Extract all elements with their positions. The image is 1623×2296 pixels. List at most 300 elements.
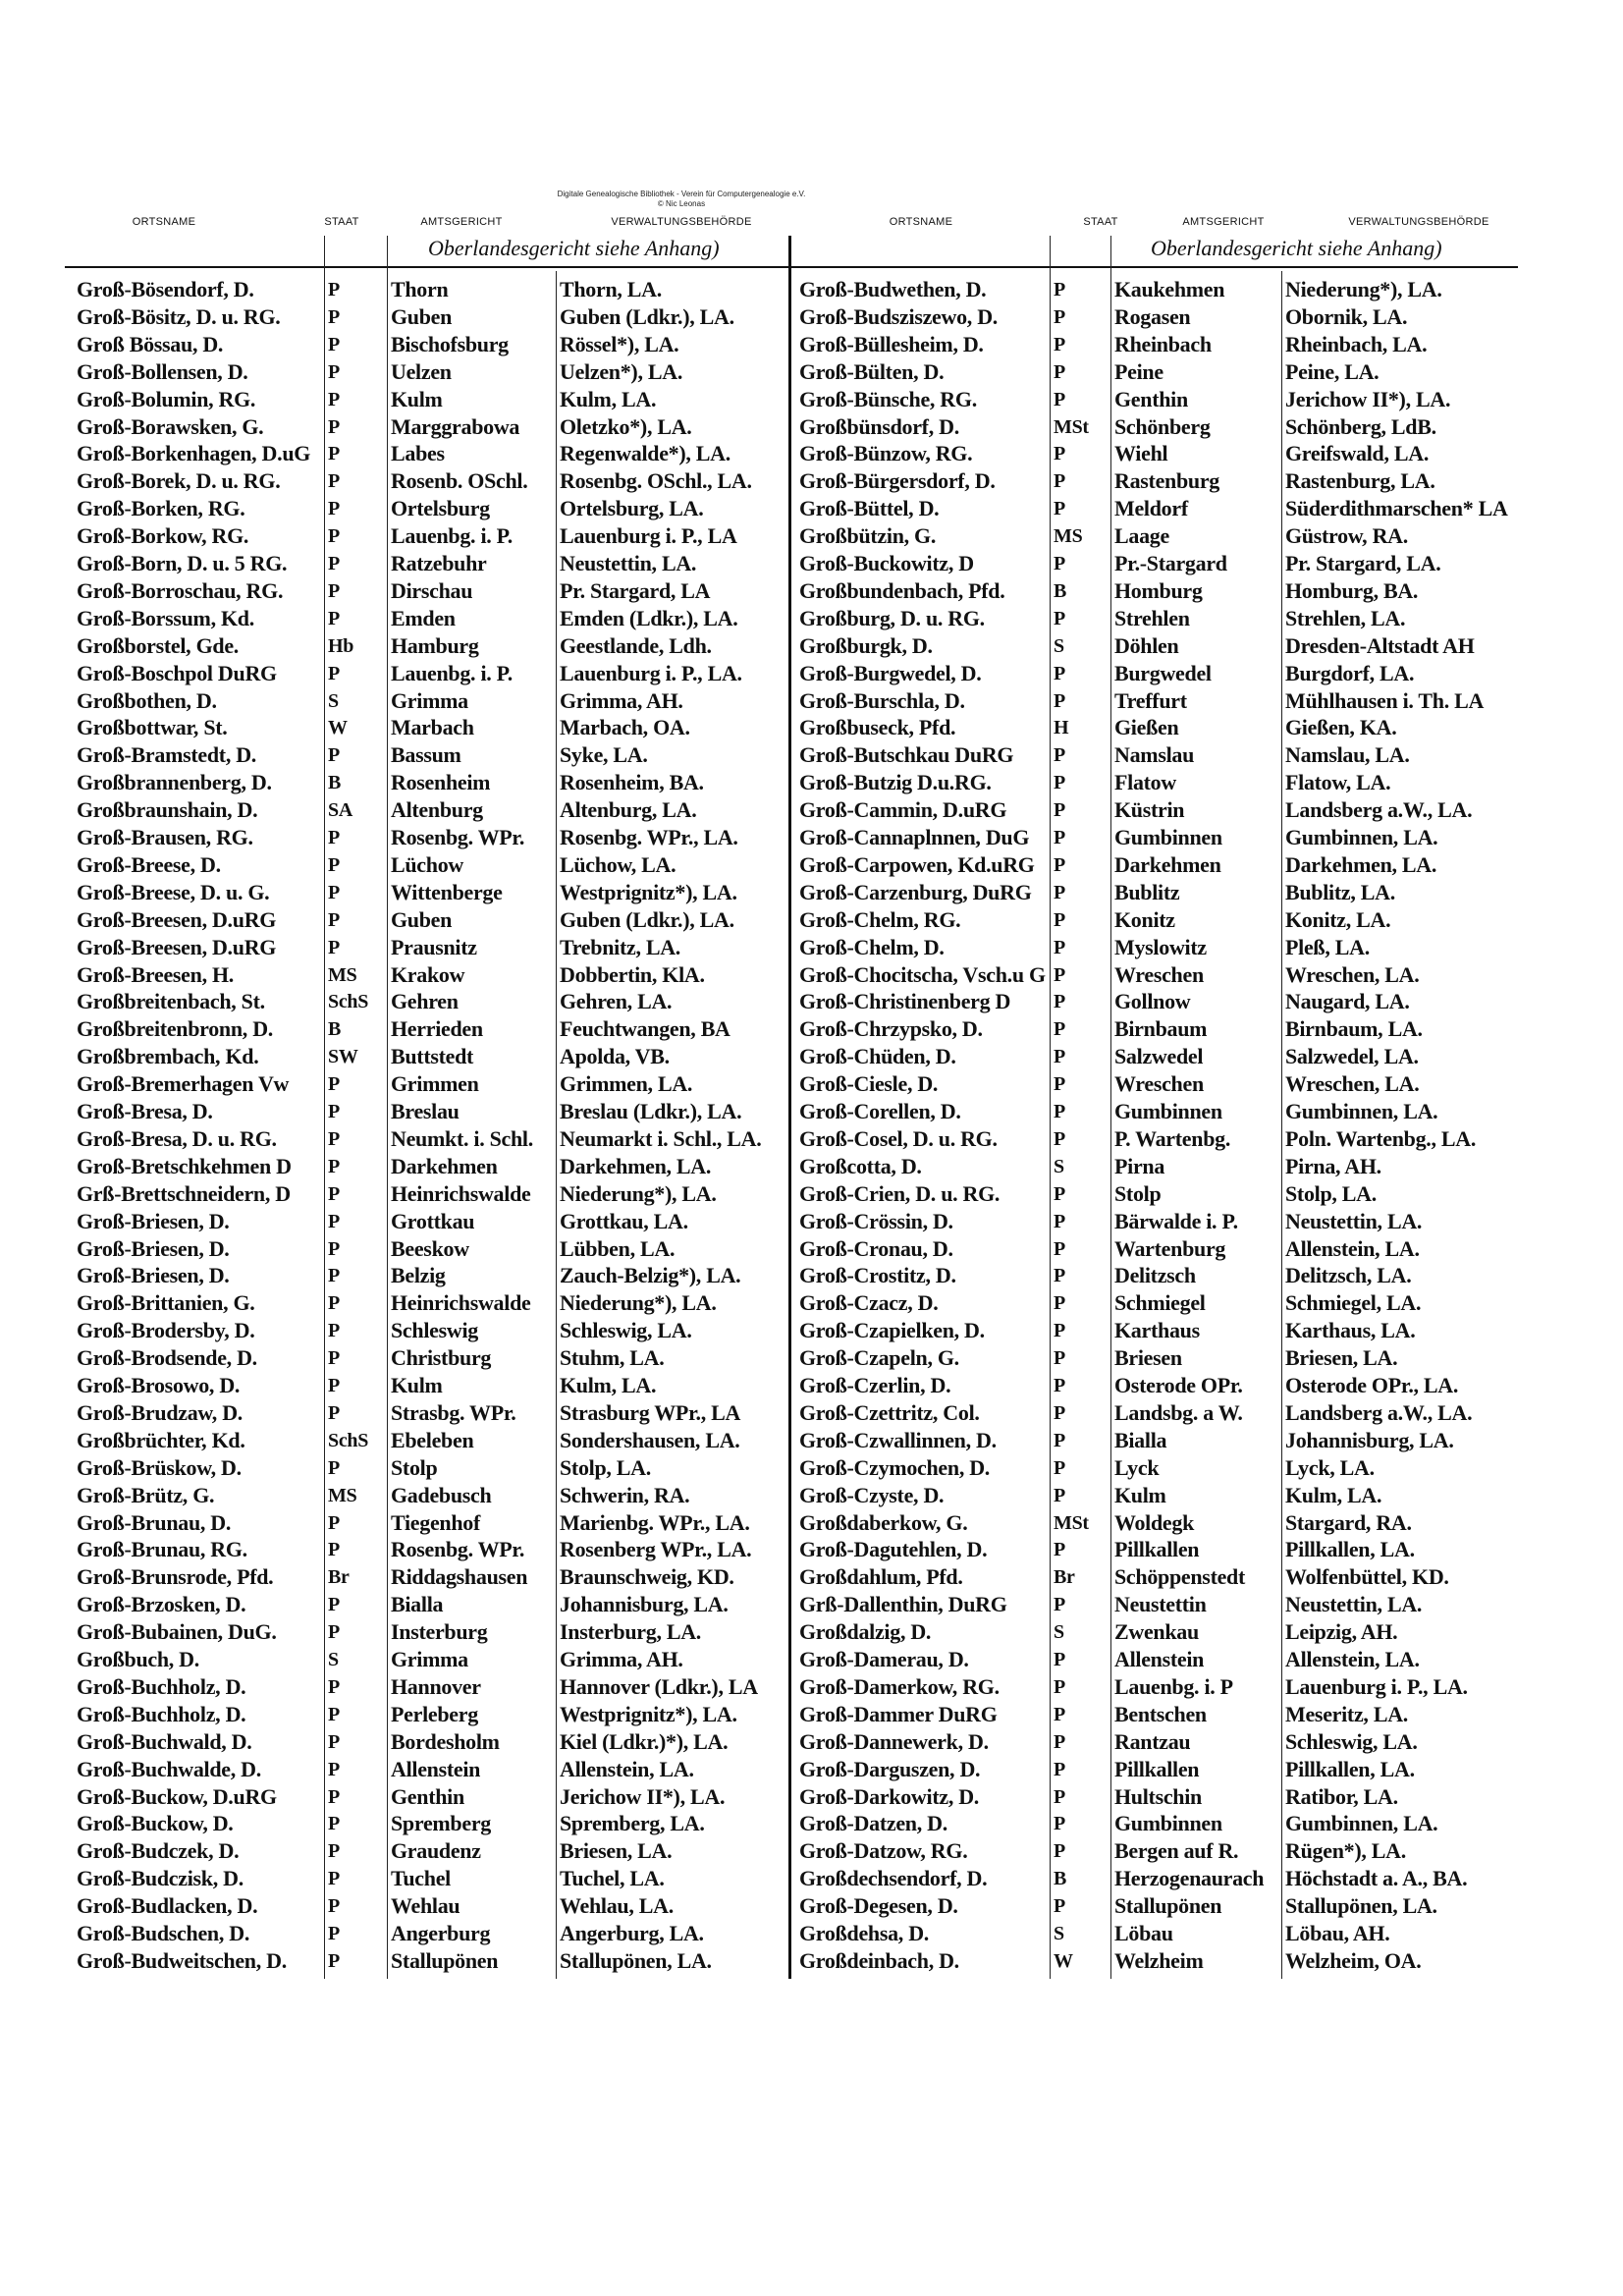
ortsname-cell: Großbottwar, St. [77, 715, 228, 740]
ortsname-cell: Groß-Bramstedt, D. [77, 742, 257, 768]
verwaltungsbehoerde-cell: Höchstadt a. A., BA. [1285, 1866, 1468, 1891]
ortsname-cell: Groß-Czymochen, D. [799, 1454, 991, 1480]
verwaltungsbehoerde-cell: Löbau, AH. [1285, 1921, 1390, 1945]
ortsname-cell: Groß-Bürgersdorf, D. [799, 468, 996, 494]
ortsname-cell: Groß-Butschkau DuRG [799, 742, 1014, 768]
amtsgericht-cell: Neustettin [1114, 1592, 1207, 1617]
ortsname-cell: Groß-Darguszen, D. [799, 1756, 981, 1781]
staat-cell: P [328, 1237, 340, 1260]
staat-cell: P [328, 333, 340, 355]
verwaltungsbehoerde-cell: Namslau, LA. [1285, 742, 1410, 768]
verwaltungsbehoerde-cell: Rosenbg. OSchl., LA. [560, 468, 752, 494]
ortsname-cell: Groß-Datzow, RG. [799, 1838, 968, 1864]
staat-cell: P [1054, 1237, 1065, 1260]
ortsname-cell: Groß-Ciesle, D. [799, 1071, 939, 1097]
verwaltungsbehoerde-cell: Kulm, LA. [1285, 1482, 1382, 1507]
amtsgericht-cell: Buttstedt [391, 1044, 474, 1069]
amtsgericht-cell: Lauenbg. i. P. [391, 523, 513, 549]
verwaltungsbehoerde-cell: Obornik, LA. [1285, 303, 1408, 329]
verwaltungsbehoerde-cell: Peine, LA. [1285, 358, 1380, 384]
staat-cell: P [1054, 1730, 1065, 1753]
verwaltungsbehoerde-cell: Schönberg, LdB. [1285, 413, 1436, 439]
ortsname-cell: Großbreitenbronn, D. [77, 1016, 273, 1042]
staat-cell: S [1054, 634, 1064, 657]
verwaltungsbehoerde-cell: Wehlau, LA. [560, 1893, 674, 1919]
amtsgericht-cell: Karthaus [1114, 1318, 1200, 1343]
staat-cell: P [328, 1539, 340, 1561]
ortsname-cell: Groß-Brunsrode, Pfd. [77, 1564, 274, 1590]
verwaltungsbehoerde-cell: Johannisburg, LA. [1285, 1427, 1454, 1452]
ortsname-cell: Groß-Chelm, RG. [799, 906, 961, 932]
staat-cell: P [1054, 1210, 1065, 1232]
verwaltungsbehoerde-cell: Schwerin, RA. [560, 1482, 690, 1507]
ortsname-cell: Groß-Bösitz, D. u. RG. [77, 303, 281, 329]
staat-cell: P [328, 744, 340, 767]
ortsname-cell: Groß-Bünzow, RG. [799, 441, 973, 466]
verwaltungsbehoerde-cell: Wolfenbüttel, KD. [1285, 1564, 1449, 1590]
ortsname-cell: Groß-Brzosken, D. [77, 1592, 246, 1617]
amtsgericht-cell: Löbau [1114, 1921, 1173, 1945]
staat-cell: P [328, 525, 340, 548]
ortsname-cell: Großcotta, D. [799, 1153, 922, 1178]
ortsname-cell: Großbundenbach, Pfd. [799, 577, 1005, 603]
ortsname-cell: Großdechsendorf, D. [799, 1866, 988, 1891]
staat-cell: P [328, 1785, 340, 1808]
staat-cell: P [1054, 1401, 1065, 1424]
verwaltungsbehoerde-cell: Uelzen*), LA. [560, 358, 683, 384]
staat-cell: MS [328, 1484, 357, 1506]
staat-cell: P [328, 1456, 340, 1479]
staat-cell: SW [328, 1046, 358, 1068]
verwaltungsbehoerde-cell: Apolda, VB. [560, 1044, 670, 1069]
amtsgericht-cell: Strehlen [1114, 605, 1190, 630]
ortsname-cell: Groß-Czyste, D. [799, 1482, 945, 1507]
verwaltungsbehoerde-cell: Stuhm, LA. [560, 1345, 665, 1371]
ortsname-cell: Großbothen, D. [77, 687, 217, 713]
verwaltungsbehoerde-cell: Naugard, LA. [1285, 989, 1410, 1014]
ortsname-cell: Groß-Czapeln, G. [799, 1345, 959, 1371]
staat-cell: P [1054, 279, 1065, 301]
ortsname-cell: Groß-Bresa, D. u. RG. [77, 1125, 277, 1151]
amtsgericht-cell: Gadebusch [391, 1482, 492, 1507]
staat-cell: P [1054, 388, 1065, 410]
staat-cell: P [328, 1265, 340, 1287]
staat-cell: P [328, 1511, 340, 1534]
ortsname-cell: Groß-Bresa, D. [77, 1099, 213, 1123]
verwaltungsbehoerde-cell: Homburg, BA. [1285, 577, 1419, 603]
staat-cell: S [328, 689, 339, 712]
amtsgericht-cell: Prausnitz [391, 934, 477, 959]
staat-cell: P [1054, 607, 1065, 629]
amtsgericht-cell: Marggrabowa [391, 413, 520, 439]
ortsname-cell: Groß-Buchholz, D. [77, 1701, 246, 1726]
staat-cell: P [1054, 1456, 1065, 1479]
amtsgericht-cell: Rantzau [1114, 1728, 1191, 1754]
staat-cell: P [1054, 443, 1065, 465]
verwaltungsbehoerde-cell: Gumbinnen, LA. [1285, 1811, 1438, 1836]
staat-cell: P [1054, 744, 1065, 767]
ortsname-cell: Groß-Christinenberg D [799, 989, 1011, 1014]
amtsgericht-cell: Dirschau [391, 577, 473, 603]
header-staat-right: STAAT [1083, 216, 1118, 228]
amtsgericht-cell: Woldegk [1114, 1509, 1195, 1535]
ortsname-cell: Großburg, D. u. RG. [799, 605, 985, 630]
verwaltungsbehoerde-cell: Pillkallen, LA. [1285, 1537, 1415, 1562]
ortsname-cell: Großborstel, Gde. [77, 632, 239, 658]
amtsgericht-cell: Döhlen [1114, 632, 1179, 658]
amtsgericht-cell: Wreschen [1114, 1071, 1204, 1097]
ortsname-cell: Großburgk, D. [799, 632, 933, 658]
amtsgericht-cell: Lauenbg. i. P [1114, 1673, 1233, 1699]
staat-cell: P [1054, 1758, 1065, 1780]
header-rule [65, 266, 1518, 268]
verwaltungsbehoerde-cell: Geestlande, Ldh. [560, 632, 712, 658]
staat-cell: P [1054, 1101, 1065, 1122]
staat-cell: P [328, 443, 340, 465]
verwaltungsbehoerde-cell: Gehren, LA. [560, 989, 673, 1014]
amtsgericht-cell: Labes [391, 441, 445, 466]
ortsname-cell: Groß-Brunau, RG. [77, 1537, 247, 1562]
verwaltungsbehoerde-cell: Sondershausen, LA. [560, 1427, 740, 1452]
amtsgericht-cell: Wittenberge [391, 879, 503, 904]
amtsgericht-cell: Graudenz [391, 1838, 481, 1864]
amtsgericht-cell: Thorn [391, 277, 449, 301]
ortsname-cell: Groß-Bretschkehmen D [77, 1153, 292, 1178]
staat-cell: P [328, 1895, 340, 1918]
amtsgericht-cell: Perleberg [391, 1701, 478, 1726]
amtsgericht-cell: Spremberg [391, 1811, 491, 1836]
verwaltungsbehoerde-cell: Bublitz, LA. [1285, 879, 1395, 904]
amtsgericht-cell: Gumbinnen [1114, 825, 1222, 849]
ortsname-cell: Groß-Brausen, RG. [77, 825, 253, 849]
ortsname-cell: Groß-Cannaplnnen, DuG [799, 825, 1030, 849]
verwaltungsbehoerde-cell: Strasburg WPr., LA [560, 1399, 741, 1425]
header-amtsgericht-right: AMTSGERICHT [1182, 216, 1265, 228]
verwaltungsbehoerde-cell: Jerichow II*), LA. [1285, 386, 1451, 411]
amtsgericht-cell: Bärwalde i. P. [1114, 1208, 1238, 1233]
ortsname-cell: Groß-Breesen, D.uRG [77, 906, 277, 932]
staat-cell: P [328, 1868, 340, 1890]
ortsname-cell: Groß-Chelm, D. [799, 934, 945, 959]
verwaltungsbehoerde-cell: Rastenburg, LA. [1285, 468, 1435, 494]
verwaltungsbehoerde-cell: Rosenheim, BA. [560, 770, 704, 795]
staat-cell: Br [1054, 1566, 1075, 1589]
verwaltungsbehoerde-cell: Johannisburg, LA. [560, 1592, 729, 1617]
amtsgericht-cell: Marbach [391, 715, 474, 740]
staat-cell: P [1054, 1265, 1065, 1287]
verwaltungsbehoerde-cell: Zauch-Belzig*), LA. [560, 1263, 741, 1288]
staat-cell: P [328, 305, 340, 328]
verwaltungsbehoerde-cell: Marienbg. WPr., LA. [560, 1509, 750, 1535]
ortsname-cell: Groß-Borkow, RG. [77, 523, 249, 549]
amtsgericht-cell: Darkehmen [1114, 851, 1221, 877]
divider-left-verwaltung [556, 271, 557, 1979]
amtsgericht-cell: Delitzsch [1114, 1263, 1196, 1288]
staat-cell: P [328, 827, 340, 848]
staat-cell: P [1054, 1292, 1065, 1315]
ortsname-cell: Groß-Damerau, D. [799, 1647, 969, 1671]
amtsgericht-cell: Herzogenaurach [1114, 1866, 1265, 1891]
staat-cell: P [1054, 1018, 1065, 1041]
amtsgericht-cell: Hannover [391, 1673, 481, 1699]
verwaltungsbehoerde-cell: Ratibor, LA. [1285, 1783, 1398, 1809]
verwaltungsbehoerde-cell: Emden (Ldkr.), LA. [560, 605, 738, 630]
staat-cell: P [328, 1292, 340, 1315]
ortsname-cell: Großbützin, G. [799, 523, 937, 549]
verwaltungsbehoerde-cell: Süderdithmarschen* LA [1285, 496, 1508, 521]
verwaltungsbehoerde-cell: Guben (Ldkr.), LA. [560, 303, 734, 329]
amtsgericht-cell: Pr.-Stargard [1114, 551, 1227, 575]
staat-cell: P [328, 881, 340, 903]
verwaltungsbehoerde-cell: Güstrow, RA. [1285, 523, 1408, 549]
verwaltungsbehoerde-cell: Grimma, AH. [560, 1647, 683, 1671]
verwaltungsbehoerde-cell: Rosenberg WPr., LA. [560, 1537, 752, 1562]
staat-cell: B [1054, 579, 1067, 602]
amtsgericht-cell: Emden [391, 605, 456, 630]
ortsname-cell: Großdahlum, Pfd. [799, 1564, 963, 1590]
ortsname-cell: Groß-Brodsende, D. [77, 1345, 257, 1371]
staat-cell: SA [328, 799, 352, 822]
amtsgericht-cell: Gollnow [1114, 989, 1191, 1014]
verwaltungsbehoerde-cell: Landsberg a.W., LA. [1285, 1399, 1473, 1425]
verwaltungsbehoerde-cell: Wreschen, LA. [1285, 1071, 1420, 1097]
ortsname-cell: Groß-Carzenburg, DuRG [799, 879, 1032, 904]
amtsgericht-cell: Homburg [1114, 577, 1203, 603]
header-staat-left: STAAT [324, 216, 359, 228]
amtsgericht-cell: Bischofsburg [391, 331, 509, 356]
verwaltungsbehoerde-cell: Mühlhausen i. Th. LA [1285, 687, 1485, 713]
verwaltungsbehoerde-cell: Guben (Ldkr.), LA. [560, 906, 734, 932]
amtsgericht-cell: Pillkallen [1114, 1756, 1200, 1781]
verwaltungsbehoerde-cell: Pirna, AH. [1285, 1153, 1381, 1178]
ortsname-cell: Groß-Czacz, D. [799, 1290, 939, 1316]
amtsgericht-cell: Lüchow [391, 851, 463, 877]
staat-cell: MS [1054, 525, 1083, 548]
staat-cell: P [1054, 1347, 1065, 1370]
ortsname-cell: Groß-Czettritz, Col. [799, 1399, 980, 1425]
amtsgericht-cell: Rheinbach [1114, 331, 1212, 356]
ortsname-cell: Groß-Buckow, D. [77, 1811, 234, 1836]
verwaltungsbehoerde-cell: Gießen, KA. [1285, 715, 1397, 740]
verwaltungsbehoerde-cell: Pleß, LA. [1285, 934, 1370, 959]
verwaltungsbehoerde-cell: Angerburg, LA. [560, 1921, 704, 1945]
header-verwaltung-left: VERWALTUNGSBEHÖRDE [611, 216, 752, 228]
ortsname-cell: Groß-Born, D. u. 5 RG. [77, 551, 288, 575]
staat-cell: P [328, 279, 340, 301]
amtsgericht-cell: Grimmen [391, 1071, 479, 1097]
verwaltungsbehoerde-cell: Welzheim, OA. [1285, 1947, 1422, 1973]
staat-cell: P [328, 1621, 340, 1644]
amtsgericht-cell: Wartenburg [1114, 1235, 1226, 1261]
staat-cell: B [1054, 1868, 1067, 1890]
amtsgericht-cell: Peine [1114, 358, 1163, 384]
amtsgericht-cell: Guben [391, 303, 453, 329]
staat-cell: P [328, 1949, 340, 1972]
amtsgericht-cell: Rosenbg. WPr. [391, 825, 525, 849]
staat-cell: P [1054, 991, 1065, 1013]
staat-cell: P [1054, 963, 1065, 986]
verwaltungsbehoerde-cell: Briesen, LA. [560, 1838, 673, 1864]
amtsgericht-cell: Laage [1114, 523, 1169, 549]
ortsname-cell: Großbrannenberg, D. [77, 770, 272, 795]
staat-cell: P [1054, 1895, 1065, 1918]
verwaltungsbehoerde-cell: Altenburg, LA. [560, 797, 697, 823]
verwaltungsbehoerde-cell: Allenstein, LA. [560, 1756, 694, 1781]
verwaltungsbehoerde-cell: Stolp, LA. [1285, 1180, 1377, 1206]
verwaltungsbehoerde-cell: Burgdorf, LA. [1285, 660, 1415, 685]
staat-cell: H [1054, 717, 1069, 739]
amtsgericht-cell: Neumkt. i. Schl. [391, 1125, 533, 1151]
amtsgericht-cell: Stolp [391, 1454, 438, 1480]
amtsgericht-cell: Kulm [1114, 1482, 1166, 1507]
staat-cell: S [1054, 1621, 1064, 1644]
staat-cell: SchS [328, 1429, 369, 1451]
amtsgericht-cell: Breslau [391, 1099, 460, 1123]
ortsname-cell: Großbreitenbach, St. [77, 989, 265, 1014]
verwaltungsbehoerde-cell: Darkehmen, LA. [560, 1153, 712, 1178]
amtsgericht-cell: Rogasen [1114, 303, 1191, 329]
amtsgericht-cell: Allenstein [1114, 1647, 1205, 1671]
ortsname-cell: Großdaberkow, G. [799, 1509, 968, 1535]
amtsgericht-cell: Insterburg [391, 1619, 488, 1645]
ortsname-cell: Großbrembach, Kd. [77, 1044, 259, 1069]
ortsname-cell: Groß-Buchwalde, D. [77, 1756, 261, 1781]
ortsname-cell: Groß-Czwallinnen, D. [799, 1427, 997, 1452]
ortsname-cell: Groß-Bollensen, D. [77, 358, 248, 384]
staat-cell: P [1054, 1375, 1065, 1396]
staat-cell: S [328, 1649, 339, 1670]
verwaltungsbehoerde-cell: Pr. Stargard, LA [560, 577, 711, 603]
staat-cell: Br [328, 1566, 350, 1589]
amtsgericht-cell: Heinrichswalde [391, 1290, 531, 1316]
amtsgericht-cell: Schöppenstedt [1114, 1564, 1246, 1590]
verwaltungsbehoerde-cell: Greifswald, LA. [1285, 441, 1430, 466]
amtsgericht-cell: Lyck [1114, 1454, 1160, 1480]
staat-cell: P [328, 1758, 340, 1780]
ortsname-cell: Groß-Damerkow, RG. [799, 1673, 1000, 1699]
amtsgericht-cell: Beeskow [391, 1235, 469, 1261]
amtsgericht-cell: Ebeleben [391, 1427, 474, 1452]
verwaltungsbehoerde-cell: Braunschweig, KD. [560, 1564, 734, 1590]
amtsgericht-cell: Kulm [391, 386, 443, 411]
amtsgericht-cell: Riddagshausen [391, 1564, 528, 1590]
ortsname-cell: Groß-Brittanien, G. [77, 1290, 255, 1316]
ortsname-cell: Groß-Budlacken, D. [77, 1893, 258, 1919]
amtsgericht-cell: Bialla [1114, 1427, 1167, 1452]
staat-cell: P [328, 1401, 340, 1424]
amtsgericht-cell: Bassum [391, 742, 461, 768]
verwaltungsbehoerde-cell: Jerichow II*), LA. [560, 1783, 726, 1809]
amtsgericht-cell: Wehlau [391, 1893, 460, 1919]
amtsgericht-cell: Stallupönen [391, 1947, 499, 1973]
staat-cell: P [1054, 305, 1065, 328]
oberlandesgericht-note-right: Oberlandesgericht siehe Anhang) [1151, 236, 1442, 260]
verwaltungsbehoerde-cell: Pr. Stargard, LA. [1285, 551, 1441, 575]
amtsgericht-cell: Guben [391, 906, 453, 932]
staat-cell: P [1054, 1703, 1065, 1725]
staat-cell: P [1054, 1320, 1065, 1342]
staat-cell: S [1054, 1155, 1064, 1177]
verwaltungsbehoerde-cell: Wreschen, LA. [1285, 961, 1420, 987]
staat-cell: P [328, 1182, 340, 1205]
staat-cell: P [1054, 1813, 1065, 1835]
verwaltungsbehoerde-cell: Stolp, LA. [560, 1454, 651, 1480]
verwaltungsbehoerde-cell: Allenstein, LA. [1285, 1647, 1420, 1671]
divider-left-staat [324, 236, 325, 1979]
ortsname-cell: Groß-Boschpol DuRG [77, 660, 277, 685]
staat-cell: P [1054, 1649, 1065, 1670]
verwaltungsbehoerde-cell: Briesen, LA. [1285, 1345, 1398, 1371]
staat-cell: P [328, 579, 340, 602]
staat-cell: P [328, 662, 340, 684]
amtsgericht-cell: Zwenkau [1114, 1619, 1199, 1645]
ortsname-cell: Groß-Brosowo, D. [77, 1373, 241, 1397]
ortsname-cell: Groß-Crostitz, D. [799, 1263, 956, 1288]
verwaltungsbehoerde-cell: Rügen*), LA. [1285, 1838, 1406, 1864]
ortsname-cell: Groß-Borssum, Kd. [77, 605, 254, 630]
amtsgericht-cell: Flatow [1114, 770, 1176, 795]
ortsname-cell: Groß-Büllesheim, D. [799, 331, 984, 356]
staat-cell: P [1054, 1539, 1065, 1561]
amtsgericht-cell: Strasbg. WPr. [391, 1399, 516, 1425]
amtsgericht-cell: Welzheim [1114, 1947, 1204, 1973]
verwaltungsbehoerde-cell: Schmiegel, LA. [1285, 1290, 1422, 1316]
verwaltungsbehoerde-cell: Poln. Wartenbg., LA. [1285, 1125, 1477, 1151]
verwaltungsbehoerde-cell: Grottkau, LA. [560, 1208, 688, 1233]
verwaltungsbehoerde-cell: Feuchtwangen, BA [560, 1016, 730, 1042]
staat-cell: MSt [1054, 415, 1089, 438]
amtsgericht-cell: Gehren [391, 989, 459, 1014]
ortsname-cell: Groß-Briesen, D. [77, 1208, 230, 1233]
amtsgericht-cell: Hultschin [1114, 1783, 1202, 1809]
staat-cell: P [328, 553, 340, 574]
ortsname-cell: Groß-Burschla, D. [799, 687, 965, 713]
verwaltungsbehoerde-cell: Delitzsch, LA. [1285, 1263, 1412, 1288]
ortsname-cell: Groß-Borken, RG. [77, 496, 245, 521]
amtsgericht-cell: Uelzen [391, 358, 452, 384]
credit-line-2: © Nic Leonas [657, 199, 706, 208]
ortsname-cell: Groß-Briesen, D. [77, 1263, 230, 1288]
verwaltungsbehoerde-cell: Osterode OPr., LA. [1285, 1373, 1459, 1397]
staat-cell: P [328, 1840, 340, 1863]
ortsname-cell: Groß-Borek, D. u. RG. [77, 468, 281, 494]
ortsname-cell: Groß-Borkenhagen, D.uG [77, 441, 311, 466]
ortsname-cell: Großdehsa, D. [799, 1921, 929, 1945]
amtsgericht-cell: Osterode OPr. [1114, 1373, 1243, 1397]
verwaltungsbehoerde-cell: Neustettin, LA. [560, 551, 697, 575]
header-verwaltung-right: VERWALTUNGSBEHÖRDE [1348, 216, 1489, 228]
ortsname-cell: Groß Bössau, D. [77, 331, 224, 356]
ortsname-cell: Groß-Crössin, D. [799, 1208, 953, 1233]
amtsgericht-cell: Stallupönen [1114, 1893, 1222, 1919]
ortsname-cell: Groß-Budczisk, D. [77, 1866, 243, 1891]
amtsgericht-cell: Heinrichswalde [391, 1180, 531, 1206]
verwaltungsbehoerde-cell: Lauenburg i. P., LA. [560, 660, 742, 685]
amtsgericht-cell: Pirna [1114, 1153, 1165, 1178]
ortsname-cell: Groß-Bösendorf, D. [77, 277, 254, 301]
verwaltungsbehoerde-cell: Meseritz, LA. [1285, 1701, 1408, 1726]
staat-cell: P [328, 1923, 340, 1944]
staat-cell: P [1054, 1127, 1065, 1150]
ortsname-cell: Großbuseck, Pfd. [799, 715, 956, 740]
staat-cell: P [1054, 1785, 1065, 1808]
ortsname-cell: Großbünsdorf, D. [799, 413, 959, 439]
ortsname-cell: Groß-Degesen, D. [799, 1893, 958, 1919]
divider-right-staat [1050, 236, 1051, 1979]
verwaltungsbehoerde-cell: Rosenbg. WPr., LA. [560, 825, 738, 849]
staat-cell: P [328, 1127, 340, 1150]
amtsgericht-cell: P. Wartenbg. [1114, 1125, 1231, 1151]
